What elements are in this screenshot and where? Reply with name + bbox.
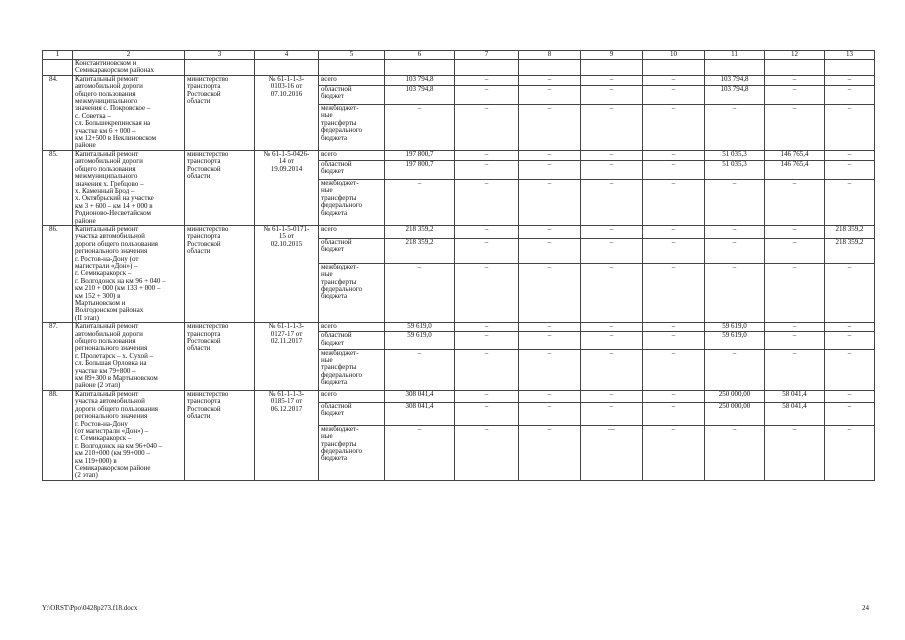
column-header: 6 [385, 51, 455, 60]
amount-cell: – [519, 180, 581, 226]
amount-cell: – [519, 239, 581, 264]
amount-cell: 103 794,8 [705, 85, 765, 104]
table-row [43, 323, 875, 332]
amount-cell: 218 359,2 [825, 225, 875, 238]
column-header: 2 [73, 51, 185, 60]
amount-cell: – [581, 85, 643, 104]
amount-cell: – [765, 75, 825, 85]
amount-cell: 308 041,4 [385, 390, 455, 402]
amount-cell: – [765, 180, 825, 226]
amount-cell: – [385, 349, 455, 390]
amount-cell: 51 035,3 [705, 161, 765, 180]
amount-cell: 250 000,00 [705, 403, 765, 426]
approval-document: № 61-1-1-3- 0185-17 от 06.12.2017 [255, 390, 319, 480]
amount-cell: 218 359,2 [385, 225, 455, 238]
amount-cell: – [765, 225, 825, 238]
row-number: 84. [43, 75, 73, 150]
amount-cell: – [455, 75, 519, 85]
amount-cell: 51 035,3 [705, 150, 765, 160]
table-row [43, 75, 875, 85]
amount-cell: – [643, 75, 705, 85]
amount-cell: – [455, 225, 519, 238]
amount-cell: – [455, 239, 519, 264]
project-description: Капитальный ремонт участка автомобильной дороги общего пользования регионального значения г. Ростов-на-Дону (от магистрали «Дон») – г. Семикаракорск – г. Волгодонск на км 96+040 – км 210+000 (км 99+000 – км 119+000) в Семикаракорском районе (2 этап) [73, 390, 185, 480]
amount-cell: – [643, 239, 705, 264]
amount-cell: – [825, 161, 875, 180]
amount-cell: – [643, 150, 705, 160]
amount-cell: 218 359,2 [825, 239, 875, 264]
amount-cell: – [385, 263, 455, 322]
customer-org: министерство транспорта Ростовской области [185, 390, 255, 480]
amount-cell: – [519, 161, 581, 180]
table-row [43, 225, 875, 238]
funding-source: областной бюджет [319, 403, 385, 426]
row-number: 85. [43, 150, 73, 225]
amount-cell: – [643, 390, 705, 402]
funding-source: областной бюджет [319, 85, 385, 104]
amount-cell: – [825, 332, 875, 349]
amount-cell: – [519, 390, 581, 402]
amount-cell: – [825, 180, 875, 226]
column-header: 5 [319, 51, 385, 60]
amount-cell: – [519, 105, 581, 151]
amount-cell: – [581, 323, 643, 332]
column-header: 1 [43, 51, 73, 60]
column-header: 9 [581, 51, 643, 60]
amount-cell: – [519, 332, 581, 349]
amount-cell: – [765, 105, 825, 151]
amount-cell: – [385, 180, 455, 226]
amount-cell: 146 765,4 [765, 150, 825, 160]
funding-source: межбюджет- ные трансферты федерального бюджета [319, 105, 385, 151]
amount-cell: – [455, 349, 519, 390]
amount-cell: – [519, 225, 581, 238]
amount-cell: – [825, 425, 875, 480]
amount-cell: – [643, 349, 705, 390]
table-row [43, 150, 875, 160]
amount-cell: – [581, 390, 643, 402]
continuation-text: Константиновском и Семикаракорском районах [73, 60, 185, 76]
amount-cell: – [519, 349, 581, 390]
approval-document: № 61-1-5-0171- 15 от 02.10.2015 [255, 225, 319, 322]
amount-cell: – [765, 332, 825, 349]
amount-cell: – [519, 75, 581, 85]
page-number: 24 [862, 604, 869, 612]
amount-cell: 59 619,0 [385, 332, 455, 349]
amount-cell: – [825, 105, 875, 151]
amount-cell: – [705, 349, 765, 390]
amount-cell: – [705, 105, 765, 151]
project-description: Капитальный ремонт участка автомобильной дороги общего пользования регионального значения г. Ростов-на-Дону (от магистрали «Дон») – г. Семикаракорск – г. Волгодонск на км 96 + 040 – км 210 + 000 (км 133 + 000 – км 152 + 300) в Мартыновском и Волгодонском районах (II этап) [73, 225, 185, 322]
approval-document: № 61-1-1-3- 0127-17 от 02.11.2017 [255, 323, 319, 391]
amount-cell: – [825, 150, 875, 160]
amount-cell: – [643, 332, 705, 349]
amount-cell: – [765, 239, 825, 264]
amount-cell: – [825, 403, 875, 426]
column-header: 13 [825, 51, 875, 60]
customer-org: министерство транспорта Ростовской области [185, 323, 255, 391]
amount-cell: — [581, 425, 643, 480]
amount-cell: – [455, 105, 519, 151]
funding-source: межбюджет- ные трансферты федерального бюджета [319, 349, 385, 390]
funding-source: всего [319, 75, 385, 85]
amount-cell: – [581, 105, 643, 151]
amount-cell: – [825, 75, 875, 85]
amount-cell: – [581, 150, 643, 160]
investment-table [42, 50, 875, 481]
amount-cell: 58 041,4 [765, 390, 825, 402]
amount-cell: – [825, 349, 875, 390]
amount-cell: – [705, 263, 765, 322]
funding-source: межбюджет- ные трансферты федерального бюджета [319, 263, 385, 322]
amount-cell: – [581, 225, 643, 238]
customer-org: министерство транспорта Ростовской области [185, 150, 255, 225]
column-header: 8 [519, 51, 581, 60]
approval-document: № 61-1-5-0426- 14 от 19.09.2014 [255, 150, 319, 225]
amount-cell: – [385, 105, 455, 151]
amount-cell: – [455, 161, 519, 180]
funding-source: всего [319, 225, 385, 238]
amount-cell: – [705, 180, 765, 226]
amount-cell: – [455, 150, 519, 160]
amount-cell: – [455, 263, 519, 322]
amount-cell: – [765, 349, 825, 390]
header-row [43, 51, 875, 60]
row-number: 87. [43, 323, 73, 391]
amount-cell: 218 359,2 [385, 239, 455, 264]
amount-cell: – [581, 75, 643, 85]
column-header: 7 [455, 51, 519, 60]
amount-cell: – [643, 105, 705, 151]
customer-org: министерство транспорта Ростовской области [185, 75, 255, 150]
amount-cell: – [581, 332, 643, 349]
amount-cell: 59 619,0 [705, 323, 765, 332]
project-description: Капитальный ремонт автомобильной дороги общего пользования межмуниципального значения с. Покровское – с. Советка – сл. Большекрепинская на участке км 6 + 000 – км 12+500 в Неклиновском районе [73, 75, 185, 150]
amount-cell: 103 794,8 [705, 75, 765, 85]
document-page [42, 50, 874, 481]
amount-cell: – [519, 403, 581, 426]
amount-cell: – [455, 85, 519, 104]
amount-cell: – [581, 180, 643, 226]
amount-cell: – [455, 403, 519, 426]
amount-cell: – [455, 323, 519, 332]
amount-cell: 197 800,7 [385, 161, 455, 180]
amount-cell: – [643, 425, 705, 480]
amount-cell: 103 794,8 [385, 75, 455, 85]
amount-cell: 59 619,0 [385, 323, 455, 332]
amount-cell: – [765, 323, 825, 332]
amount-cell: – [385, 425, 455, 480]
amount-cell: – [519, 85, 581, 104]
funding-source: областной бюджет [319, 332, 385, 349]
amount-cell: – [765, 85, 825, 104]
amount-cell: – [581, 161, 643, 180]
amount-cell: – [581, 349, 643, 390]
amount-cell: – [825, 263, 875, 322]
amount-cell: – [643, 323, 705, 332]
funding-source: областной бюджет [319, 239, 385, 264]
amount-cell: 197 800,7 [385, 150, 455, 160]
amount-cell: 59 619,0 [705, 332, 765, 349]
amount-cell: – [825, 323, 875, 332]
amount-cell: – [765, 425, 825, 480]
funding-source: всего [319, 150, 385, 160]
amount-cell: 250 000,00 [705, 390, 765, 402]
amount-cell: – [705, 225, 765, 238]
amount-cell: – [581, 239, 643, 264]
amount-cell: – [765, 263, 825, 322]
column-header: 4 [255, 51, 319, 60]
amount-cell: – [643, 225, 705, 238]
customer-org: министерство транспорта Ростовской области [185, 225, 255, 322]
table-row [43, 390, 875, 402]
amount-cell: – [519, 150, 581, 160]
column-header: 11 [705, 51, 765, 60]
column-header: 10 [643, 51, 705, 60]
amount-cell: – [455, 180, 519, 226]
funding-source: областной бюджет [319, 161, 385, 180]
continuation-row [43, 60, 875, 76]
funding-source: всего [319, 323, 385, 332]
amount-cell: – [519, 323, 581, 332]
amount-cell: – [643, 161, 705, 180]
amount-cell: 103 794,8 [385, 85, 455, 104]
footer-file-path: Y:\ORST\Ppo\0428p273.f18.docx [42, 604, 138, 612]
row-number: 86. [43, 225, 73, 322]
amount-cell: – [643, 180, 705, 226]
amount-cell: – [825, 390, 875, 402]
row-number: 88. [43, 390, 73, 480]
amount-cell: – [455, 332, 519, 349]
amount-cell: – [455, 425, 519, 480]
amount-cell: – [519, 263, 581, 322]
amount-cell: – [643, 403, 705, 426]
project-description: Капитальный ремонт автомобильной дороги общего пользования межмуниципального значения х. Гребцово – х. Каменный Брод – х. Октябрьский на участке км 3 + 600 – км 14 + 000 в Родионово-Несветайском районе [73, 150, 185, 225]
amount-cell: – [825, 85, 875, 104]
column-header: 3 [185, 51, 255, 60]
amount-cell: 146 765,4 [765, 161, 825, 180]
amount-cell: – [643, 85, 705, 104]
amount-cell: – [705, 239, 765, 264]
approval-document: № 61-1-1-3- 0103-16 от 07.10.2016 [255, 75, 319, 150]
amount-cell: – [455, 390, 519, 402]
amount-cell: 58 041,4 [765, 403, 825, 426]
project-description: Капитальный ремонт автомобильной дороги общего пользования регионального значения г. Пролетарск – х. Сухой – сл. Большая Орловка на участке км 79+800 – км 89+300 в Мартыновском районе (2 этап) [73, 323, 185, 391]
amount-cell: – [581, 403, 643, 426]
funding-source: межбюджет- ные трансферты федерального бюджета [319, 425, 385, 480]
amount-cell: – [705, 425, 765, 480]
funding-source: всего [319, 390, 385, 402]
column-header: 12 [765, 51, 825, 60]
amount-cell: – [519, 425, 581, 480]
amount-cell: 308 041,4 [385, 403, 455, 426]
amount-cell: – [581, 263, 643, 322]
funding-source: межбюджет- ные трансферты федерального бюджета [319, 180, 385, 226]
amount-cell: – [643, 263, 705, 322]
